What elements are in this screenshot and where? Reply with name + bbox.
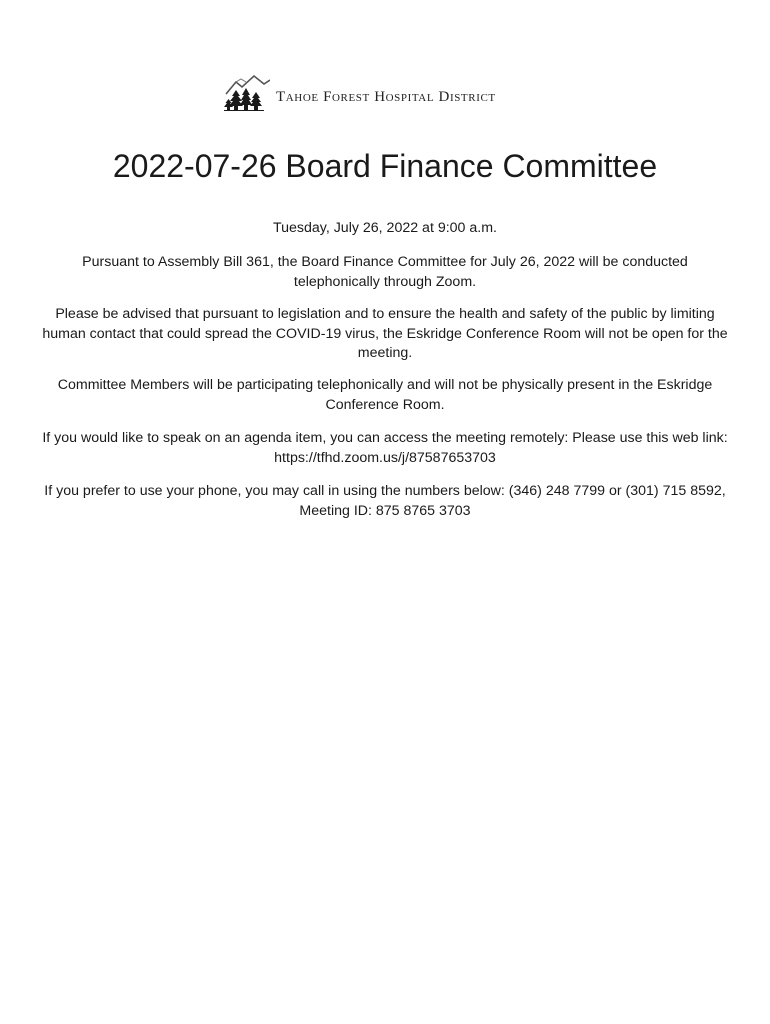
assembly-bill-notice: Pursuant to Assembly Bill 361, the Board Finance Committee for July 26, 2022 will be conducted telephonically through Zoom. — [82, 254, 688, 290]
phone-instructions: If you prefer to use your phone, you may call in using the numbers below: (346) 248 7799 or (301) 715 8592, Meeting ID: 875 8765 3703 — [44, 483, 726, 519]
committee-members-notice: Committee Members will be participating telephonically and will not be physically present in the Eskridge Conference Room. — [57, 377, 713, 413]
web-link-instructions: If you would like to speak on an agenda item, you can access the meeting remotely: Please use this web link: https://tfhd.zoom.us/j/87587653703 — [42, 430, 728, 466]
meeting-date: Tuesday, July 26, 2022 at 9:00 a.m. — [273, 220, 497, 236]
page-title: 2022-07-26 Board Finance Committee — [112, 148, 658, 184]
organization-logo — [224, 72, 496, 112]
organization-name: Tahoe Forest Hospital District — [276, 88, 496, 105]
covid-notice: Please be advised that pursuant to legislation and to ensure the health and safety of the public by limiting human contact that could spread the COVID-19 virus, the Eskridge Conference Room will not be open for the meeting. — [42, 306, 728, 361]
pine-trees-mountain-icon — [224, 72, 270, 112]
